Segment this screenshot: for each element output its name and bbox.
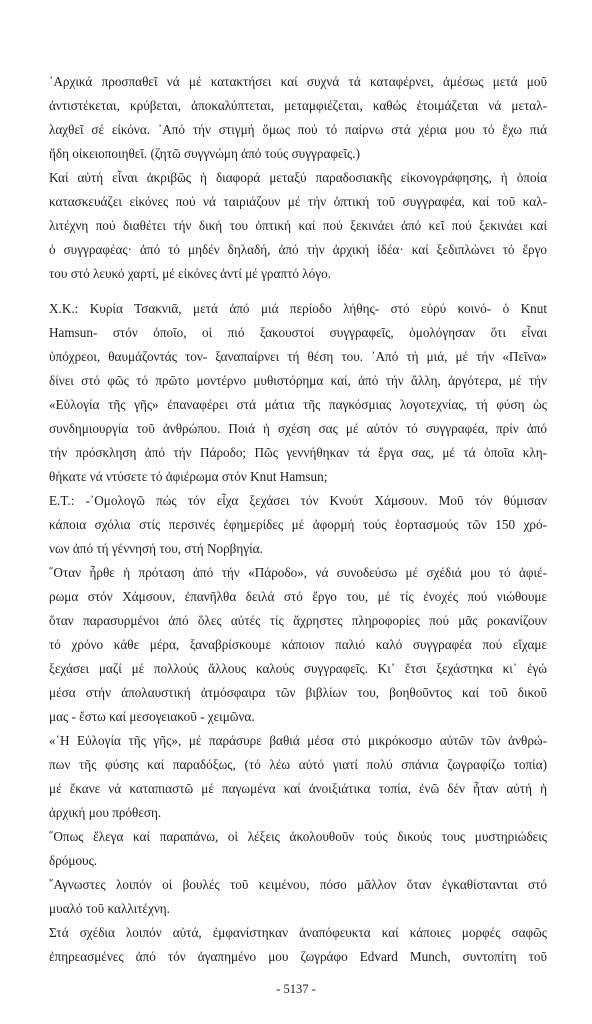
paragraph-8-line-2: μυαλό τοῦ καλλιτέχνη. — [49, 901, 170, 916]
paragraph-2-line-2: κατασκευάζει εἰκόνες πού νά ταιριάζουν μέ τήν ὀπτική τοῦ συγγραφέα, καί τοῦ καλ- — [49, 194, 547, 209]
paragraph-8-line-1: ῎Αγνωστες λοιπόν οἱ βουλές τοῦ κειμένου, πόσο μᾶλλον ὅταν ἐγκαθίστανται στό — [49, 877, 547, 892]
question-line-4: δίνει στό φῶς τό πρῶτο μοντέρνο μυθιστόρημα καί, ἀπό τήν ἄλλη, ἀργότερα, μέ τήν — [49, 373, 547, 388]
paragraph-5-line-6: μέσα στήν ἀπολαυστική ἀτμόσφαιρα τῶν βιβλίων του, βοηθοῦντος καί τοῦ δικοῦ — [49, 685, 547, 700]
question-line-1: Χ.Κ.: Κυρία Τσακνιᾶ, μετά ἀπό μιά περίοδο λήθης- στό εὐρύ κοινό- ὁ Knut — [49, 301, 547, 316]
paragraph-9-line-1: Στά σχέδια λοιπόν αὐτά, ἐμφανίστηκαν ἀναπόφευκτα καί κάποιες μορφές σαφῶς — [49, 925, 547, 940]
paragraph-2-line-1: Καί αὐτή εἶναι ἀκριβῶς ἡ διαφορά μεταξύ παραδοσιακῆς εἰκονογράφησης, ἡ ὁποία — [49, 170, 547, 185]
paragraph-7-line-2: δρόμους. — [49, 853, 98, 868]
paragraph-2-line-4: ὁ συγγραφέας· ἀπό τό μηδέν δηλαδή, ἀπό τήν ἀρχική ἰδέα· καί ξεδιπλώνει τό ἔργο — [49, 242, 547, 257]
paragraph-6-line-1: «῾Η Εὐλογία τῆς γῆς», μέ παράσυρε βαθιά μέσα στό μικρόκοσμο αὐτῶν τῶν ἀνθρώ- — [49, 733, 547, 748]
answer-line-2: κάποια σχόλια στίς περσινές ἐφημερίδες μέ ἀφορμή τούς ἑορτασμούς τῶν 150 χρό- — [49, 517, 547, 532]
paragraph-5-line-4: τό χρόνο κάθε μέρα, ξαναβρίσκουμε κάποιον παλιό καλό συγγραφέα πού εἴχαμε — [49, 637, 547, 652]
answer-line-1: Ε.Τ.: -᾽Ομολογῶ πώς τόν εἶχα ξεχάσει τόν Κνούτ Χάμσουν. Μοῦ τόν θύμισαν — [49, 493, 547, 508]
paragraph-5-line-7: μας - ἔστω καί μεσογειακοῦ - χειμῶνα. — [49, 709, 255, 724]
page-number: - 5137 - — [276, 982, 316, 996]
question-line-2: Hamsun- στόν ὁποῖο, οἱ πιό ξακουστοί συγγραφεῖς, ὁμολόγησαν ὅτι εἶναι — [49, 325, 547, 340]
question-line-8: θήκατε νά ντύσετε τό ἀφιέρωμα στόν Knut Hamsun; — [49, 469, 328, 484]
paragraph-2-line-5: του στό λευκό χαρτί, μέ εἰκόνες ἀντί μέ γραπτό λόγο. — [49, 266, 331, 281]
question-line-6: συνδημιουργία τοῦ ἀνθρώπου. Ποιά ἡ σχέση σας μέ αὐτόν τό συγγραφέα, πρίν ἀπό — [49, 421, 547, 436]
paragraph-7-line-1: ῞Οπως ἔλεγα καί παραπάνω, οἱ λέξεις ἀκολουθοῦν τούς δικούς τους μυστηριώδεις — [49, 829, 547, 844]
paragraph-1-line-4: ἤδη οἰκειοποιηθεῖ. (ζητῶ συγγνώμη ἀπό τούς συγγραφεῖς.) — [49, 146, 360, 161]
question-line-3: ὑπόχρεοι, θαυμάζοντάς τον- ξαναπαίρνει τή θέση του. ᾽Από τή μιά, μέ τήν «Πεῖνα» — [49, 349, 547, 364]
paragraph-9-line-2: ἐπηρεασμένες ἀπό τόν ἀγαπημένο μου ζωγράφο Edvard Munch, συντοπίτη τοῦ — [49, 949, 547, 964]
paragraph-5-line-3: ὅταν παρασυρμένοι ἀπό ὅλες αὐτές τίς ἄχρηστες πληροφορίες πού μᾶς ροκανίζουν — [49, 613, 547, 628]
question-line-7: τήν πρόσκληση ἀπό τήν Πάροδο; Πῶς γεννήθηκαν τά ἔργα σας, μέ τά ὁποῖα κλη- — [49, 445, 547, 460]
paragraph-5-line-5: ξεχάσει μαζί μέ πολλούς ἄλλους καλούς συγγραφεῖς. Κι᾽ ἔτσι ξεχάστηκα κι᾽ ἐγώ — [49, 661, 547, 676]
paragraph-2-line-3: λιτέχνη πού διαθέτει τήν δική του ὀπτική καί πού ξεκινάει ἀπό κεῖ πού ξεκινάει καί — [49, 218, 547, 233]
paragraph-6-line-2: πων τῆς φύσης καί παραδόξως, (τό λέω αὐτό γιατί πολύ σπάνια ζωγραφίζω τοπία) — [49, 757, 547, 772]
question-line-5: «Εὐλογία τῆς γῆς» ἐπαναφέρει στά μάτια τῆς παγκόσμιας λογοτεχνίας, τή φύση ὡς — [49, 397, 547, 412]
paragraph-5-line-2: ρωμα στόν Χάμσουν, ἐπανῆλθα δειλά στό ἔργο του, μέ τίς ἐνοχές πού νιώθουμε — [49, 589, 547, 604]
paragraph-1-line-3: λαχθεῖ σέ εἰκόνα. ᾽Από τήν στιγμή ὅμως πού τό παίρνω στά χέρια μου τό ἔχω πιά — [49, 122, 547, 137]
answer-line-3: νων ἀπό τή γέννησή του, στή Νορβηγία. — [49, 541, 263, 556]
paragraph-6-line-3: μέ ἔκανε νά καταπιαστῶ μέ παγωμένα καί ἀνοιξιάτικα τοπία, ἐνῶ δέν ἦταν αὐτή ἡ — [49, 781, 547, 796]
paragraph-1-line-2: ἀντιστέκεται, κρύβεται, ἀποκαλύπτεται, μεταμφιέζεται, καθώς ἑτοιμάζεται νά μεταλ- — [49, 98, 547, 113]
paragraph-1-line-1: ᾽Αρχικά προσπαθεῖ νά μέ κατακτήσει καί συχνά τά καταφέρνει, ἀμέσως μετά μοῦ — [49, 74, 547, 89]
paragraph-5-line-1: ῞Οταν ἦρθε ἡ πρόταση ἀπό τήν «Πάροδο», νά συνοδεύσω μέ σχέδιά μου τό ἀφιέ- — [49, 565, 547, 580]
paragraph-6-line-4: ἀρχική μου πρόθεση. — [49, 805, 162, 820]
